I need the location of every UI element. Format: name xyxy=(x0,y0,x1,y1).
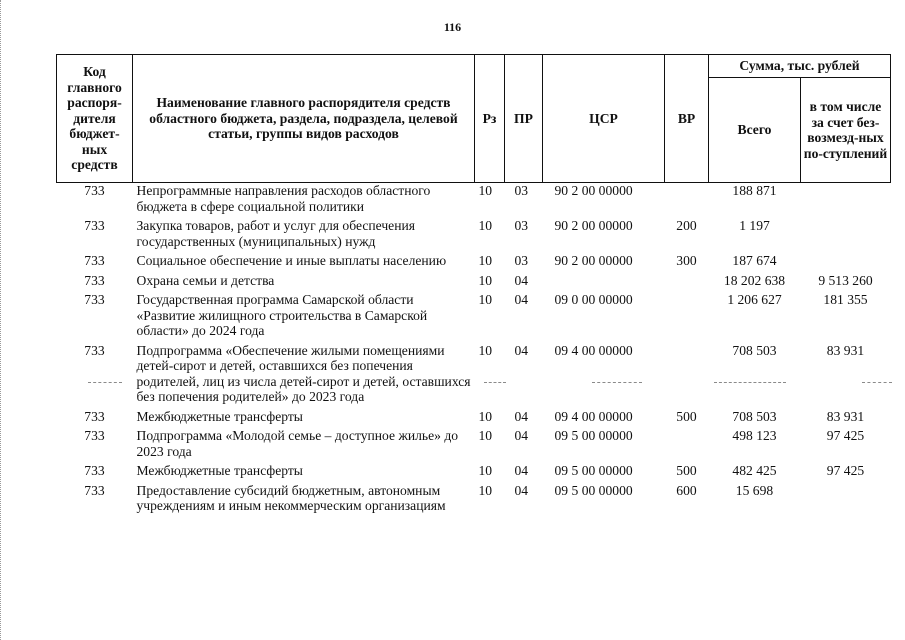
cell-gratis: 83 931 xyxy=(826,408,865,424)
table-row xyxy=(57,428,891,459)
cell-rz: 10 xyxy=(478,183,493,198)
cell-gratis: 97 425 xyxy=(826,463,865,478)
cell-csr: 09 5 00 00000 xyxy=(554,482,633,498)
cell-name: Подпрограмма «Обеспечение жилыми помещениями детей-сирот и детей, оставшихся без попечения родителей, лиц из числа детей-сирот и детей, оставшихся без попечения родителей» до 2023 года xyxy=(136,342,471,404)
cell-csr: 09 5 00 00000 xyxy=(554,463,633,478)
cell-code: 733 xyxy=(84,292,105,307)
cell-csr: 09 0 00 00000 xyxy=(554,292,633,307)
cell-pr: 04 xyxy=(514,428,529,443)
cell-name: Подпрограмма «Молодой семье – доступное жилье» до 2023 года xyxy=(136,428,459,459)
cell-code: 733 xyxy=(84,342,105,358)
cell-csr: 09 5 00 00000 xyxy=(554,428,633,443)
cell-name: Государственная программа Самарской области «Развитие жилищного строительства в Самарской области» до 2024 года xyxy=(136,292,428,338)
cell-total: 708 503 xyxy=(732,342,777,358)
table-row xyxy=(57,343,891,405)
table-row xyxy=(57,253,891,269)
cell-rz: 10 xyxy=(478,342,493,358)
cell-vr: 600 xyxy=(676,482,697,498)
cell-total: 187 674 xyxy=(732,253,777,268)
cell-csr: 90 2 00 00000 xyxy=(554,253,633,268)
cell-code: 733 xyxy=(84,253,105,268)
cell-pr: 04 xyxy=(514,272,529,288)
cell-vr: 500 xyxy=(676,408,697,424)
cell-csr: 09 4 00 00000 xyxy=(554,342,633,358)
cell-rz: 10 xyxy=(478,463,493,478)
scan-artifact-line xyxy=(592,382,642,383)
scan-artifact-line xyxy=(862,382,892,383)
cell-pr: 04 xyxy=(514,408,529,424)
cell-rz: 10 xyxy=(478,428,493,443)
header-code: Код главного распоря-дителя бюджет-ных средств xyxy=(57,55,133,183)
table-row xyxy=(57,183,891,215)
cell-vr xyxy=(665,292,709,339)
table-header xyxy=(57,55,891,183)
scan-artifact-line xyxy=(484,382,506,383)
table-body xyxy=(57,183,891,514)
cell-pr: 03 xyxy=(514,253,529,268)
cell-name: Межбюджетные трансферты xyxy=(136,463,303,478)
header-pr: ПР xyxy=(505,55,543,183)
cell-pr: 03 xyxy=(514,183,529,198)
cell-vr: 200 xyxy=(676,218,697,233)
cell-total: 498 123 xyxy=(732,428,777,443)
cell-csr: 90 2 00 00000 xyxy=(554,218,633,233)
cell-csr: 90 2 00 00000 xyxy=(554,183,633,198)
cell-csr xyxy=(543,273,665,289)
header-rz: Рз xyxy=(475,55,505,183)
cell-pr: 04 xyxy=(514,292,529,307)
cell-gratis xyxy=(801,483,891,514)
table-row xyxy=(57,409,891,425)
cell-vr xyxy=(665,273,709,289)
cell-rz: 10 xyxy=(478,218,493,233)
cell-vr xyxy=(665,343,709,405)
table-row xyxy=(57,292,891,339)
cell-code: 733 xyxy=(84,183,105,198)
cell-gratis xyxy=(801,253,891,269)
cell-gratis: 97 425 xyxy=(826,428,865,443)
cell-pr: 03 xyxy=(514,218,529,233)
cell-gratis: 9 513 260 xyxy=(818,272,873,288)
cell-total: 708 503 xyxy=(732,408,777,424)
page-number: 116 xyxy=(443,20,462,34)
cell-rz: 10 xyxy=(478,253,493,268)
scan-artifact-line xyxy=(714,382,786,383)
cell-name: Охрана семьи и детства xyxy=(136,272,275,288)
cell-gratis xyxy=(801,218,891,249)
header-amount: Сумма, тыс. рублей xyxy=(709,55,891,78)
cell-pr: 04 xyxy=(514,463,529,478)
cell-vr xyxy=(665,183,709,215)
header-vr: ВР xyxy=(665,55,709,183)
cell-pr: 04 xyxy=(514,342,529,358)
cell-vr: 500 xyxy=(676,463,697,478)
cell-total: 1 197 xyxy=(739,218,770,233)
cell-name: Предоставление субсидий бюджетным, автономным учреждениям и иным некоммерческим организациям xyxy=(136,482,446,513)
cell-name: Социальное обеспечение и иные выплаты населению xyxy=(136,253,447,268)
cell-name: Межбюджетные трансферты xyxy=(136,408,303,424)
cell-rz: 10 xyxy=(478,272,493,288)
table-row xyxy=(57,273,891,289)
cell-total: 15 698 xyxy=(735,482,774,498)
header-csr: ЦСР xyxy=(543,55,665,183)
cell-total: 482 425 xyxy=(732,463,777,478)
cell-code: 733 xyxy=(84,463,105,478)
cell-code: 733 xyxy=(84,408,105,424)
header-gratis: в том числе за счет без-возмезд-ных по-ступлений xyxy=(801,78,891,183)
cell-total: 188 871 xyxy=(732,183,777,198)
budget-table xyxy=(56,54,891,514)
scan-edge xyxy=(0,0,4,640)
cell-rz: 10 xyxy=(478,292,493,307)
cell-name: Непрограммные направления расходов областного бюджета в сфере социальной политики xyxy=(136,183,431,214)
cell-total: 1 206 627 xyxy=(727,292,782,307)
header-name: Наименование главного распорядителя средств областного бюджета, раздела, подраздела, целевой статьи, группы видов расходов xyxy=(133,55,475,183)
cell-vr xyxy=(665,428,709,459)
scan-artifact-line xyxy=(88,382,122,383)
cell-pr: 04 xyxy=(514,482,529,498)
table-row xyxy=(57,218,891,249)
cell-rz: 10 xyxy=(478,408,493,424)
cell-gratis: 181 355 xyxy=(823,292,868,307)
cell-code: 733 xyxy=(84,272,105,288)
cell-gratis xyxy=(801,183,891,215)
cell-rz: 10 xyxy=(478,482,493,498)
cell-name: Закупка товаров, работ и услуг для обеспечения государственных (муниципальных) нужд xyxy=(136,218,415,249)
cell-gratis: 83 931 xyxy=(826,342,865,358)
cell-code: 733 xyxy=(84,218,105,233)
cell-vr: 300 xyxy=(676,253,697,268)
cell-csr: 09 4 00 00000 xyxy=(554,408,633,424)
cell-total: 18 202 638 xyxy=(723,272,786,288)
table-row xyxy=(57,483,891,514)
cell-code: 733 xyxy=(84,428,105,443)
header-total: Всего xyxy=(709,78,801,183)
cell-code: 733 xyxy=(84,482,105,498)
table-row xyxy=(57,463,891,479)
